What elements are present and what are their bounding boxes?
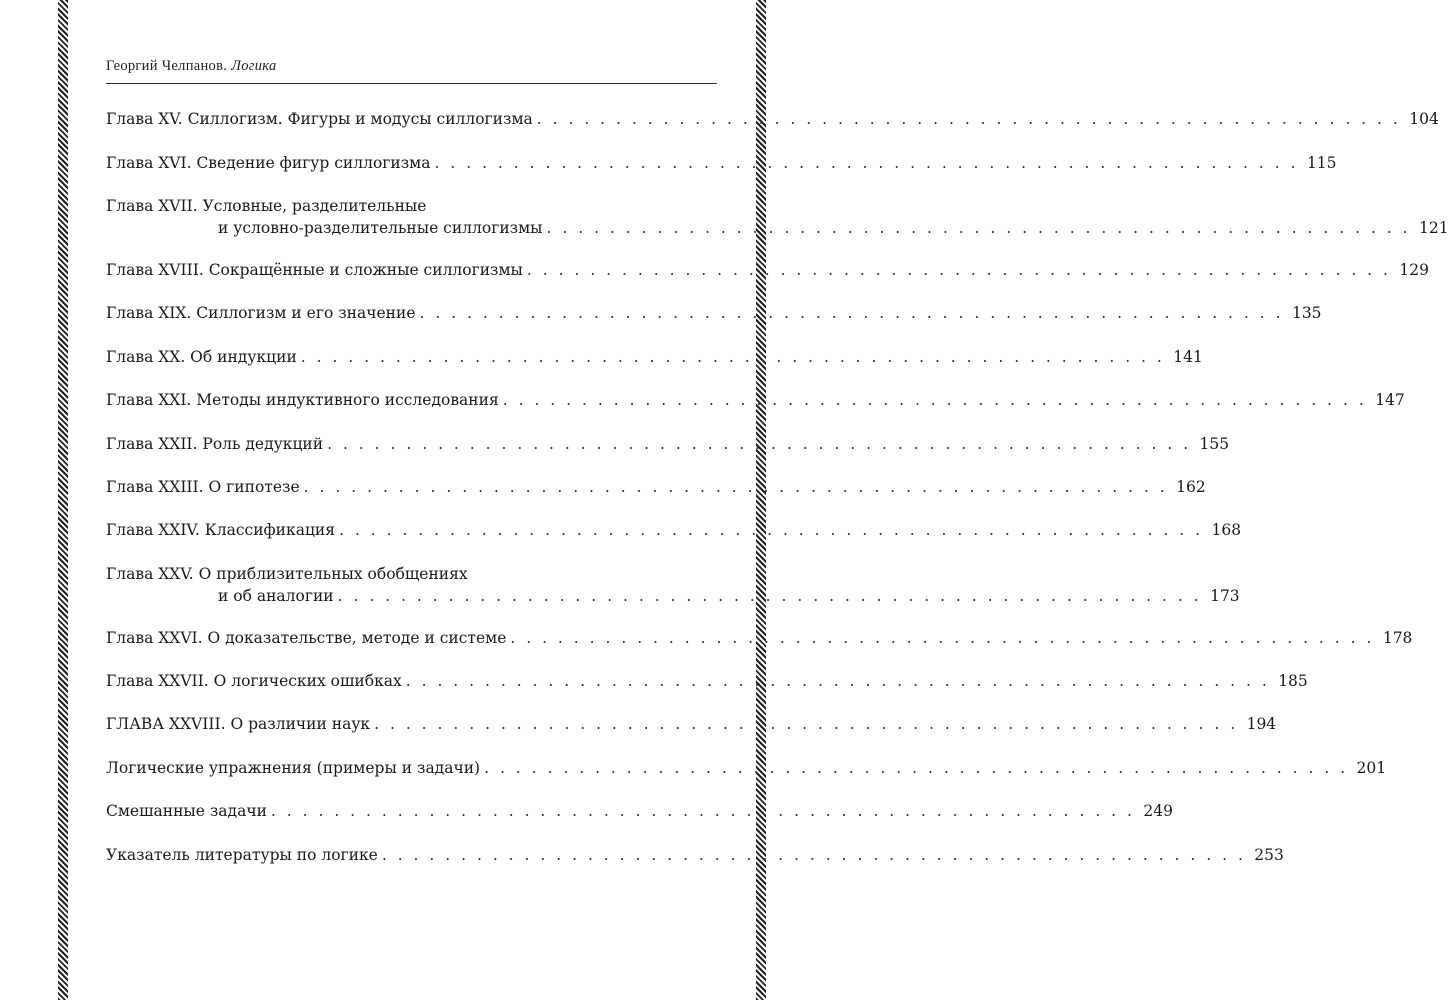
- dot-leader: . . . . . . . . . . . . . . . . . . . . . . . . . . . . . . . . . . . . . . . . . . . . . . . . . . . . . . .: [337, 587, 1202, 605]
- toc-entry-title: ГЛАВА XXVIII. О различии наук: [106, 715, 371, 733]
- toc-entry-page: 129: [1399, 261, 1429, 279]
- dot-leader: . . . . . . . . . . . . . . . . . . . . . . . . . . . . . . . . . . . . . . . . . . . . . . . . . . . . . . .: [405, 672, 1270, 690]
- toc-entry[interactable]: [106, 433, 1230, 455]
- toc-entry[interactable]: [106, 757, 1387, 779]
- toc-entry-page: 162: [1176, 478, 1206, 496]
- toc-entry[interactable]: [106, 389, 1405, 411]
- page-edge-left: [58, 0, 68, 1000]
- toc-entry-title: Глава XIX. Силлогизм и его значение: [106, 304, 416, 322]
- header-author: Георгий Челпанов.: [106, 58, 228, 74]
- dot-leader: . . . . . . . . . . . . . . . . . . . . . . . . . . . . . . . . . . . . . . . . . . . . . . . . . . . . . . .: [526, 261, 1391, 279]
- toc-entry[interactable]: [106, 800, 1173, 822]
- toc-entry-page: 178: [1382, 629, 1413, 647]
- toc-entry-page: 168: [1211, 521, 1242, 539]
- toc-entry[interactable]: [106, 302, 1322, 324]
- toc-entry-title: Глава XX. Об индукции: [106, 348, 297, 366]
- toc-entry-page: 104: [1409, 110, 1439, 128]
- toc-entry-page: 201: [1356, 759, 1387, 777]
- toc-entry-title: Глава XXVI. О доказательстве, методе и системе: [106, 629, 507, 647]
- dot-leader: . . . . . . . . . . . . . . . . . . . . . . . . . . . . . . . . . . . . . . . . . . . . . . . . . . . . . . .: [270, 802, 1135, 820]
- toc-entry-page: 185: [1278, 672, 1308, 690]
- toc-entry[interactable]: [106, 476, 1206, 498]
- toc-entry[interactable]: [106, 195, 1449, 239]
- running-header: [106, 58, 716, 75]
- toc-entry-title: Указатель литературы по логике: [106, 846, 378, 864]
- dot-leader: . . . . . . . . . . . . . . . . . . . . . . . . . . . . . . . . . . . . . . . . . . . . . . . . . . . . . . .: [419, 304, 1284, 322]
- toc-entry[interactable]: [106, 713, 1277, 735]
- dot-leader: . . . . . . . . . . . . . . . . . . . . . . . . . . . . . . . . . . . . . . . . . . . . . . . . . . . . . . .: [510, 629, 1375, 647]
- header-title: Логика: [231, 58, 277, 74]
- toc-entry[interactable]: [106, 844, 1284, 866]
- dot-leader: . . . . . . . . . . . . . . . . . . . . . . . . . . . . . . . . . . . . . . . . . . . . . . . . . . . . . . .: [484, 759, 1349, 777]
- toc-entry[interactable]: [106, 259, 1429, 281]
- toc-entry-title-continued: и условно-разделительные силлогизмы: [218, 219, 543, 237]
- toc-entry[interactable]: [106, 346, 1203, 368]
- toc-entry[interactable]: [106, 152, 1337, 174]
- toc-entry[interactable]: [106, 627, 1413, 649]
- toc-entry-title: Логические упражнения (примеры и задачи): [106, 759, 481, 777]
- toc-entry-page: 249: [1143, 802, 1173, 820]
- toc-entry-page: 155: [1199, 435, 1230, 453]
- toc-entry-title-continued: и об аналогии: [218, 587, 334, 605]
- toc-entry-page: 253: [1254, 846, 1284, 864]
- toc-entry-title: Глава XV. Силлогизм. Фигуры и модусы силлогизма: [106, 110, 533, 128]
- toc-entry[interactable]: [106, 108, 1439, 130]
- toc-entry-title: Глава XXI. Методы индуктивного исследования: [106, 391, 499, 409]
- toc-entry-page: 147: [1375, 391, 1405, 409]
- toc-entry-page: 121: [1418, 219, 1449, 237]
- dot-leader: . . . . . . . . . . . . . . . . . . . . . . . . . . . . . . . . . . . . . . . . . . . . . . . . . . . . . . .: [546, 219, 1411, 237]
- toc-entry-page: 173: [1210, 587, 1240, 605]
- dot-leader: . . . . . . . . . . . . . . . . . . . . . . . . . . . . . . . . . . . . . . . . . . . . . . . . . . . . . . .: [434, 154, 1299, 172]
- toc-entry-title: Глава XXIV. Классификация: [106, 521, 336, 539]
- toc-entry[interactable]: [106, 519, 1242, 541]
- toc-entry-title: Глава XXII. Роль дедукций: [106, 435, 324, 453]
- dot-leader: . . . . . . . . . . . . . . . . . . . . . . . . . . . . . . . . . . . . . . . . . . . . . . . . . . . . . . .: [303, 478, 1168, 496]
- dot-leader: . . . . . . . . . . . . . . . . . . . . . . . . . . . . . . . . . . . . . . . . . . . . . . . . . . . . . . .: [327, 435, 1192, 453]
- dot-leader: . . . . . . . . . . . . . . . . . . . . . . . . . . . . . . . . . . . . . . . . . . . . . . . . . . . . . . .: [339, 521, 1204, 539]
- dot-leader: . . . . . . . . . . . . . . . . . . . . . . . . . . . . . . . . . . . . . . . . . . . . . . . . . . . . . . .: [381, 846, 1246, 864]
- header-rule: [106, 83, 717, 84]
- toc-entry-title: Смешанные задачи: [106, 802, 267, 820]
- toc-entry-page: 115: [1306, 154, 1337, 172]
- toc-entry-title: Глава XXVII. О логических ошибках: [106, 672, 402, 690]
- toc-entry-title: Глава XVIII. Сокращённые и сложные силлогизмы: [106, 261, 523, 279]
- toc-entry-title: Глава XVII. Условные, разделительные: [106, 197, 427, 215]
- toc-entry[interactable]: [106, 670, 1308, 692]
- dot-leader: . . . . . . . . . . . . . . . . . . . . . . . . . . . . . . . . . . . . . . . . . . . . . . . . . . . . . . .: [502, 391, 1367, 409]
- toc-entry-title: Глава XVI. Сведение фигур силлогизма: [106, 154, 431, 172]
- toc-entry-page: 135: [1291, 304, 1322, 322]
- toc-entry-title: Глава XXIII. О гипотезе: [106, 478, 300, 496]
- dot-leader: . . . . . . . . . . . . . . . . . . . . . . . . . . . . . . . . . . . . . . . . . . . . . . . . . . . . . . .: [300, 348, 1165, 366]
- dot-leader: . . . . . . . . . . . . . . . . . . . . . . . . . . . . . . . . . . . . . . . . . . . . . . . . . . . . . . .: [374, 715, 1239, 733]
- toc-entry[interactable]: [106, 563, 1240, 607]
- toc-entry-page: 141: [1173, 348, 1203, 366]
- toc-entry-title: Глава XXV. О приблизительных обобщениях: [106, 565, 468, 583]
- dot-leader: . . . . . . . . . . . . . . . . . . . . . . . . . . . . . . . . . . . . . . . . . . . . . . . . . . . . . . .: [536, 110, 1401, 128]
- toc-entry-page: 194: [1246, 715, 1277, 733]
